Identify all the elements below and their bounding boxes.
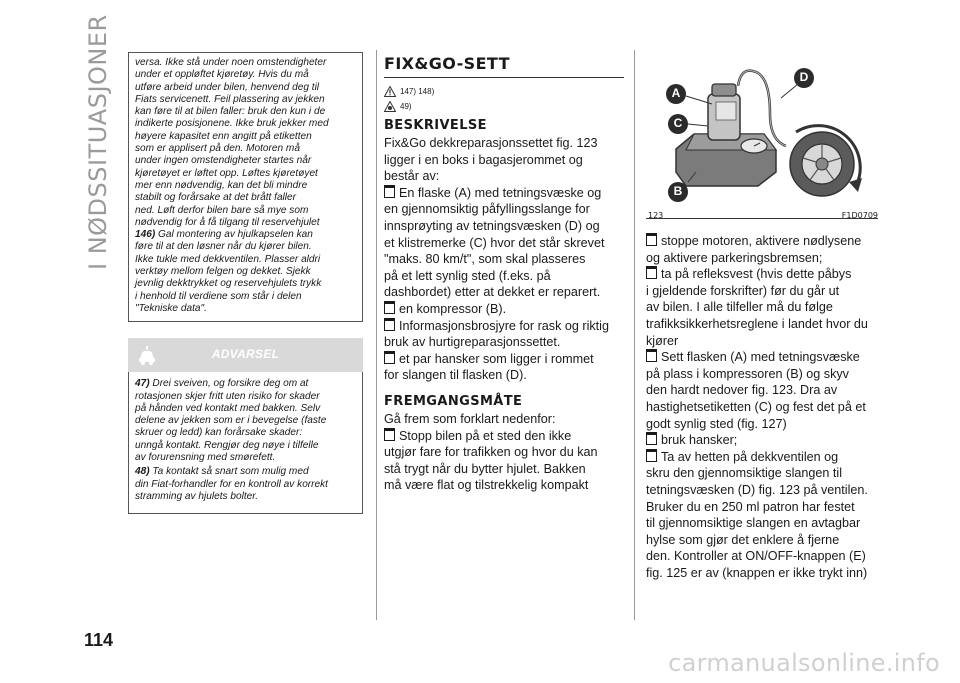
text-line: for slangen til flasken (D). bbox=[384, 368, 527, 383]
reference-row bbox=[384, 86, 624, 97]
list-item bbox=[384, 351, 624, 384]
description-heading: BESKRIVELSE bbox=[384, 118, 487, 133]
text-line: av bilen. I alle tilfeller må du følge bbox=[646, 300, 833, 315]
text-line: på et lett synlig sted (f.eks. på bbox=[384, 268, 551, 283]
note-line: i henhold til verdiene som står i delen bbox=[135, 290, 302, 302]
text-line: bruk hansker; bbox=[646, 432, 878, 449]
text-line: skru den gjennomsiktige slangen til bbox=[646, 466, 843, 481]
text-line: i gjeldende forskrifter) før du går ut bbox=[646, 283, 840, 298]
caution-triangle-icon bbox=[384, 101, 396, 112]
note-line: nødvendig for å få tilgang til reservehjulet bbox=[135, 216, 320, 228]
warning-line: stramming av hjulets bolter. bbox=[135, 490, 259, 502]
text-line: et par hansker som ligger i rommet bbox=[384, 351, 624, 368]
text-line: et klistremerke (C) hvor det står skrevet bbox=[384, 235, 605, 250]
reference-text[interactable]: 49) bbox=[400, 101, 412, 111]
callout-label: A bbox=[671, 86, 681, 100]
procedure-heading: FREMGANGSMÅTE bbox=[384, 393, 523, 409]
text-line: kjører bbox=[646, 333, 679, 348]
text-line: en kompressor (B). bbox=[384, 301, 624, 318]
section-title: I NØDSSITUASJONER bbox=[84, 14, 112, 270]
note-line: jevnlig dekktrykket og reservehjulets trykk bbox=[135, 278, 322, 290]
note-line bbox=[135, 229, 356, 241]
callout-label: B bbox=[673, 184, 683, 198]
warning-item bbox=[135, 378, 356, 464]
text-line: Sett flasken (A) med tetningsvæske bbox=[646, 349, 878, 366]
callout-label: C bbox=[673, 116, 683, 130]
figure-code: F1D0709 bbox=[841, 211, 878, 220]
note-line: som er applisert på den. Motoren må bbox=[135, 143, 300, 155]
text-line: til gjennomsiktige slangen en avtagbar bbox=[646, 516, 861, 531]
list-item bbox=[384, 301, 624, 318]
text-line: "maks. 80 km/t", som skal plasseres bbox=[384, 252, 586, 267]
note-line: under et oppløftet kjøretøy. Hvis du må bbox=[135, 69, 309, 81]
text-line: består av: bbox=[384, 169, 440, 184]
text-line: fig. 125 er av (knappen er ikke trykt inn) bbox=[646, 565, 868, 580]
text-line: må være flat og tilstrekkelig kompakt bbox=[384, 478, 589, 493]
warning-line: din Fiat-forhandler for en kontroll av korrekt bbox=[135, 478, 328, 490]
text-line: og aktivere parkeringsbremsen; bbox=[646, 250, 823, 265]
warning-text: Ta kontakt så snart som mulig med bbox=[152, 466, 309, 478]
warning-line: på hånden ved kontakt med bakken. Selv bbox=[135, 402, 321, 414]
note-line: Fiats servicenett. Feil plassering av jekken bbox=[135, 93, 325, 105]
warning-line: skruer og ledd) kan forårsake skader: bbox=[135, 427, 303, 439]
warning-number: 47) bbox=[135, 378, 150, 390]
text-line: En flaske (A) med tetningsvæske og bbox=[384, 185, 624, 202]
list-item bbox=[384, 318, 624, 351]
note-text: Gal montering av hjulkapselen kan bbox=[158, 229, 313, 241]
column-left bbox=[128, 52, 363, 514]
note-line: kjøretøyet er løftet opp. Løftes kjøretøyet bbox=[135, 167, 318, 179]
text-line: Gå frem som forklart nedenfor: bbox=[384, 411, 556, 426]
warning-number: 48) bbox=[135, 466, 150, 478]
note-line: Ikke tukle med dekkventilen. Plasser aldri bbox=[135, 253, 321, 265]
text-line: utgjør fare for trafikken og hvor du kan bbox=[384, 445, 598, 460]
column-divider bbox=[376, 50, 377, 620]
callout-label: D bbox=[799, 70, 809, 84]
procedure-continued bbox=[646, 233, 878, 581]
list-item bbox=[646, 233, 878, 266]
list-item bbox=[384, 428, 624, 494]
note-number: 146) bbox=[135, 229, 156, 241]
list-item bbox=[646, 432, 878, 449]
text-line: den hardt nedover fig. 123. Dra av bbox=[646, 383, 838, 398]
warning-body bbox=[128, 372, 363, 514]
note-box bbox=[128, 52, 363, 322]
warning-line bbox=[135, 466, 356, 478]
figure-123 bbox=[646, 54, 878, 219]
text-line: bruk av hurtigreparasjonssettet. bbox=[384, 335, 561, 350]
warning-line: rotasjonen skjer fritt uten risiko for skader bbox=[135, 390, 320, 402]
warning-line: av forurensning med smørefett. bbox=[135, 452, 276, 464]
text-line: stoppe motoren, aktivere nødlysene bbox=[646, 233, 878, 250]
text-line: Ta av hetten på dekkventilen og bbox=[646, 449, 878, 466]
warning-title: ADVARSEL bbox=[211, 347, 280, 362]
note-line: indikerte posisjonene. Ikke bruk jekker med bbox=[135, 118, 329, 130]
note-line: stabilt og forårsake at det brått faller bbox=[135, 192, 297, 204]
figure-number: 123 bbox=[648, 211, 664, 220]
section-heading: FIX&GO-SETT bbox=[384, 54, 624, 78]
text-line: hylse som gjør det enklere å fjerne bbox=[646, 532, 840, 547]
text-line: godt synlig sted (fig. 127) bbox=[646, 416, 787, 431]
note-line: versa. Ikke stå under noen omstendigheter bbox=[135, 57, 327, 68]
text-line: Stopp bilen på et sted den ikke bbox=[384, 428, 624, 445]
warning-header bbox=[128, 338, 363, 372]
warning-line bbox=[135, 378, 356, 390]
list-item bbox=[646, 266, 878, 349]
note-line: under ingen omstendigheter startes når bbox=[135, 155, 312, 167]
note-line: mer enn nødvendig, kan det bli mindre bbox=[135, 179, 308, 191]
text-line: hastighetsetiketten (C) og fest det på et bbox=[646, 399, 866, 414]
footer-watermark[interactable]: carmanualsonline.info bbox=[668, 649, 940, 677]
description-text bbox=[384, 135, 624, 384]
text-line: Informasjonsbrosjyre for rask og riktig bbox=[384, 318, 624, 335]
warning-triangle-icon bbox=[384, 86, 396, 97]
note-line: høyere kapasitet enn angitt på etiketten bbox=[135, 130, 312, 142]
note-line: "Tekniske data". bbox=[135, 302, 207, 314]
text-line: Fix&Go dekkreparasjonssettet fig. 123 bbox=[384, 136, 598, 150]
list-item bbox=[384, 185, 624, 301]
note-line: verktøy mellom felgen og dekket. Sjekk bbox=[135, 266, 311, 278]
procedure-text bbox=[384, 411, 624, 494]
text-line: trafikksikkerhetsreglene i landet hvor du bbox=[646, 316, 868, 331]
column-divider bbox=[634, 50, 635, 620]
warning-references bbox=[384, 86, 624, 112]
column-middle bbox=[384, 54, 624, 494]
warning-line: delene av jekken som er i bevegelse (faste bbox=[135, 415, 327, 427]
text-line: ta på refleksvest (hvis dette påbys bbox=[646, 266, 878, 283]
list-item bbox=[646, 449, 878, 582]
warning-line: unngå kontakt. Rengjør deg nøye i tilfelle bbox=[135, 439, 319, 451]
reference-text[interactable]: 147) 148) bbox=[400, 86, 435, 96]
note-line: utføre arbeid under bilen, henvend deg til bbox=[135, 81, 320, 93]
text-line: på plass i kompressoren (B) og skyv bbox=[646, 366, 849, 381]
column-right bbox=[646, 54, 878, 581]
reference-row bbox=[384, 101, 624, 112]
warning-text: Drei sveiven, og forsikre deg om at bbox=[152, 378, 309, 390]
warning-item bbox=[135, 466, 356, 503]
page-number: 114 bbox=[84, 630, 114, 650]
text-line: innsprøyting av tetningsvæsken (D) og bbox=[384, 218, 600, 233]
note-line: føre til at den løsner når du kjører bilen. bbox=[135, 241, 312, 253]
text-line: dashbordet) etter at dekket er reparert. bbox=[384, 285, 601, 300]
text-line: den. Kontroller at ON/OFF-knappen (E) bbox=[646, 549, 866, 564]
note-line: kan føre til at bilen faller: bruk den kun i de bbox=[135, 106, 326, 118]
text-line: stå trygt når du bytter hjulet. Bakken bbox=[384, 461, 586, 476]
text-line: en gjennomsiktig påfyllingsslange for bbox=[384, 202, 590, 217]
text-line: Bruker du en 250 ml patron har festet bbox=[646, 499, 855, 514]
text-line: ligger i en boks i bagasjerommet og bbox=[384, 152, 583, 167]
list-item bbox=[646, 349, 878, 432]
text-line: tetningsvæsken (D) fig. 123 på ventilen. bbox=[646, 482, 868, 497]
note-line: ned. Løft derfor bilen bare så mye som bbox=[135, 204, 309, 216]
